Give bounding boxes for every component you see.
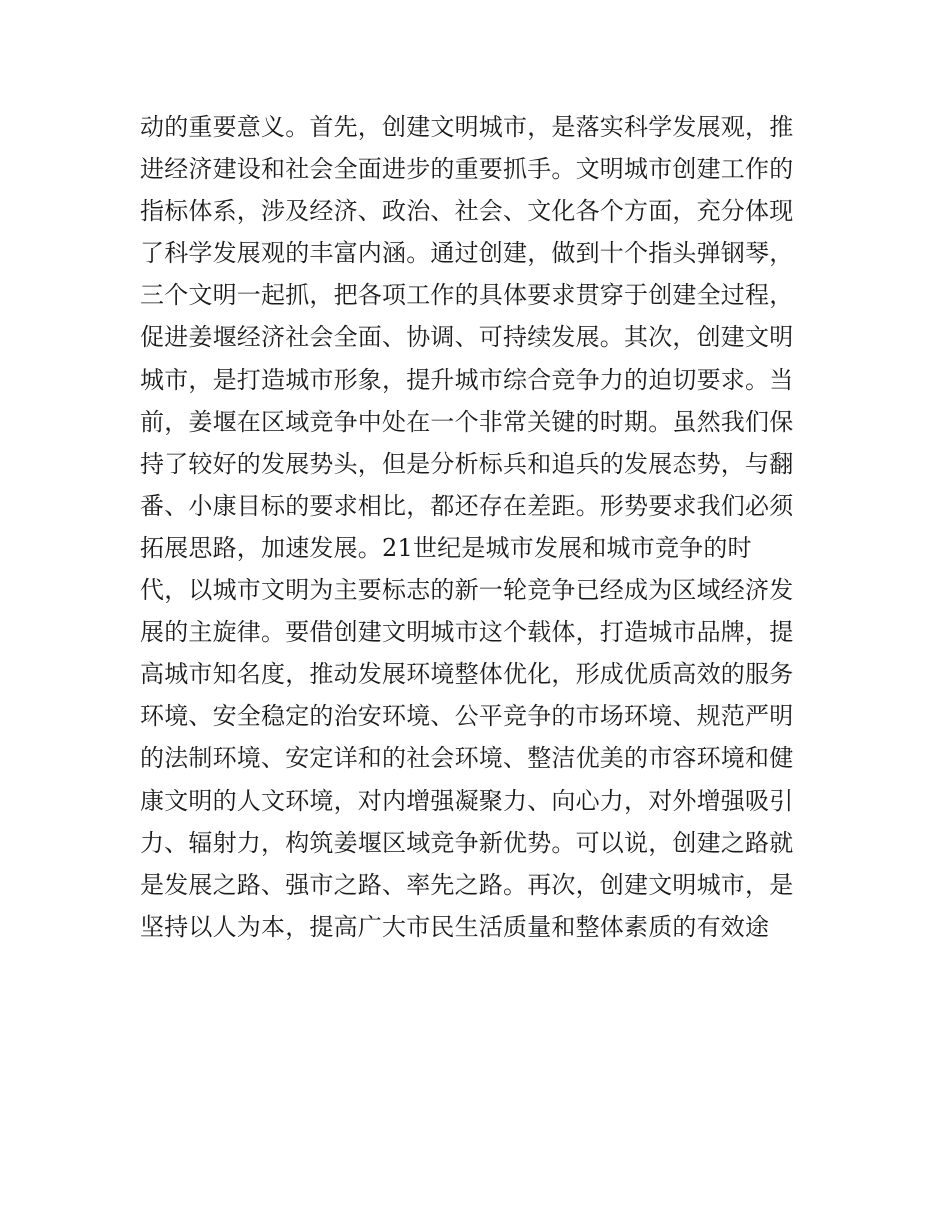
text-line: 促进姜堰经济社会全面、协调、可持续发展。其次，创建文明 <box>140 323 794 352</box>
text-line: 进经济建设和社会全面进步的重要抓手。文明城市创建工作的 <box>140 155 794 184</box>
body-paragraph <box>140 106 820 948</box>
text-line: 前，姜堰在区域竞争中处在一个非常关键的时期。虽然我们保 <box>140 407 794 436</box>
text-line: 康文明的人文环境，对内增强凝聚力、向心力，对外增强吸引 <box>140 786 794 815</box>
text-line: 力、辐射力，构筑姜堰区域竞争新优势。可以说，创建之路就 <box>140 828 794 857</box>
text-line: 了科学发展观的丰富内涵。通过创建，做到十个指头弹钢琴， <box>140 239 794 268</box>
text-line: 环境、安全稳定的治安环境、公平竞争的市场环境、规范严明 <box>140 702 794 731</box>
text-line: 三个文明一起抓，把各项工作的具体要求贯穿于创建全过程， <box>140 281 794 310</box>
text-line: 坚持以人为本，提高广大市民生活质量和整体素质的有效途 <box>140 912 770 941</box>
text-line: 持了较好的发展势头，但是分析标兵和追兵的发展态势，与翻 <box>140 449 794 478</box>
text-line: 动的重要意义。首先，创建文明城市，是落实科学发展观，推 <box>140 113 794 141</box>
text-line: 的法制环境、安定详和的社会环境、整洁优美的市容环境和健 <box>140 744 794 773</box>
text-line: 代，以城市文明为主要标志的新一轮竞争已经成为区域经济发 <box>140 576 794 605</box>
text-line: 指标体系，涉及经济、政治、社会、文化各个方面，充分体现 <box>140 197 794 226</box>
text-line: 高城市知名度，推动发展环境整体优化，形成优质高效的服务 <box>140 660 794 689</box>
text-line: 番、小康目标的要求相比，都还存在差距。形势要求我们必须 <box>140 491 794 520</box>
text-line: 拓展思路，加速发展。21世纪是城市发展和城市竞争的时 <box>140 533 752 562</box>
text-line: 城市，是打造城市形象，提升城市综合竞争力的迫切要求。当 <box>140 365 794 394</box>
text-line: 是发展之路、强市之路、率先之路。再次，创建文明城市，是 <box>140 870 794 899</box>
text-line: 展的主旋律。要借创建文明城市这个载体，打造城市品牌，提 <box>140 618 794 647</box>
